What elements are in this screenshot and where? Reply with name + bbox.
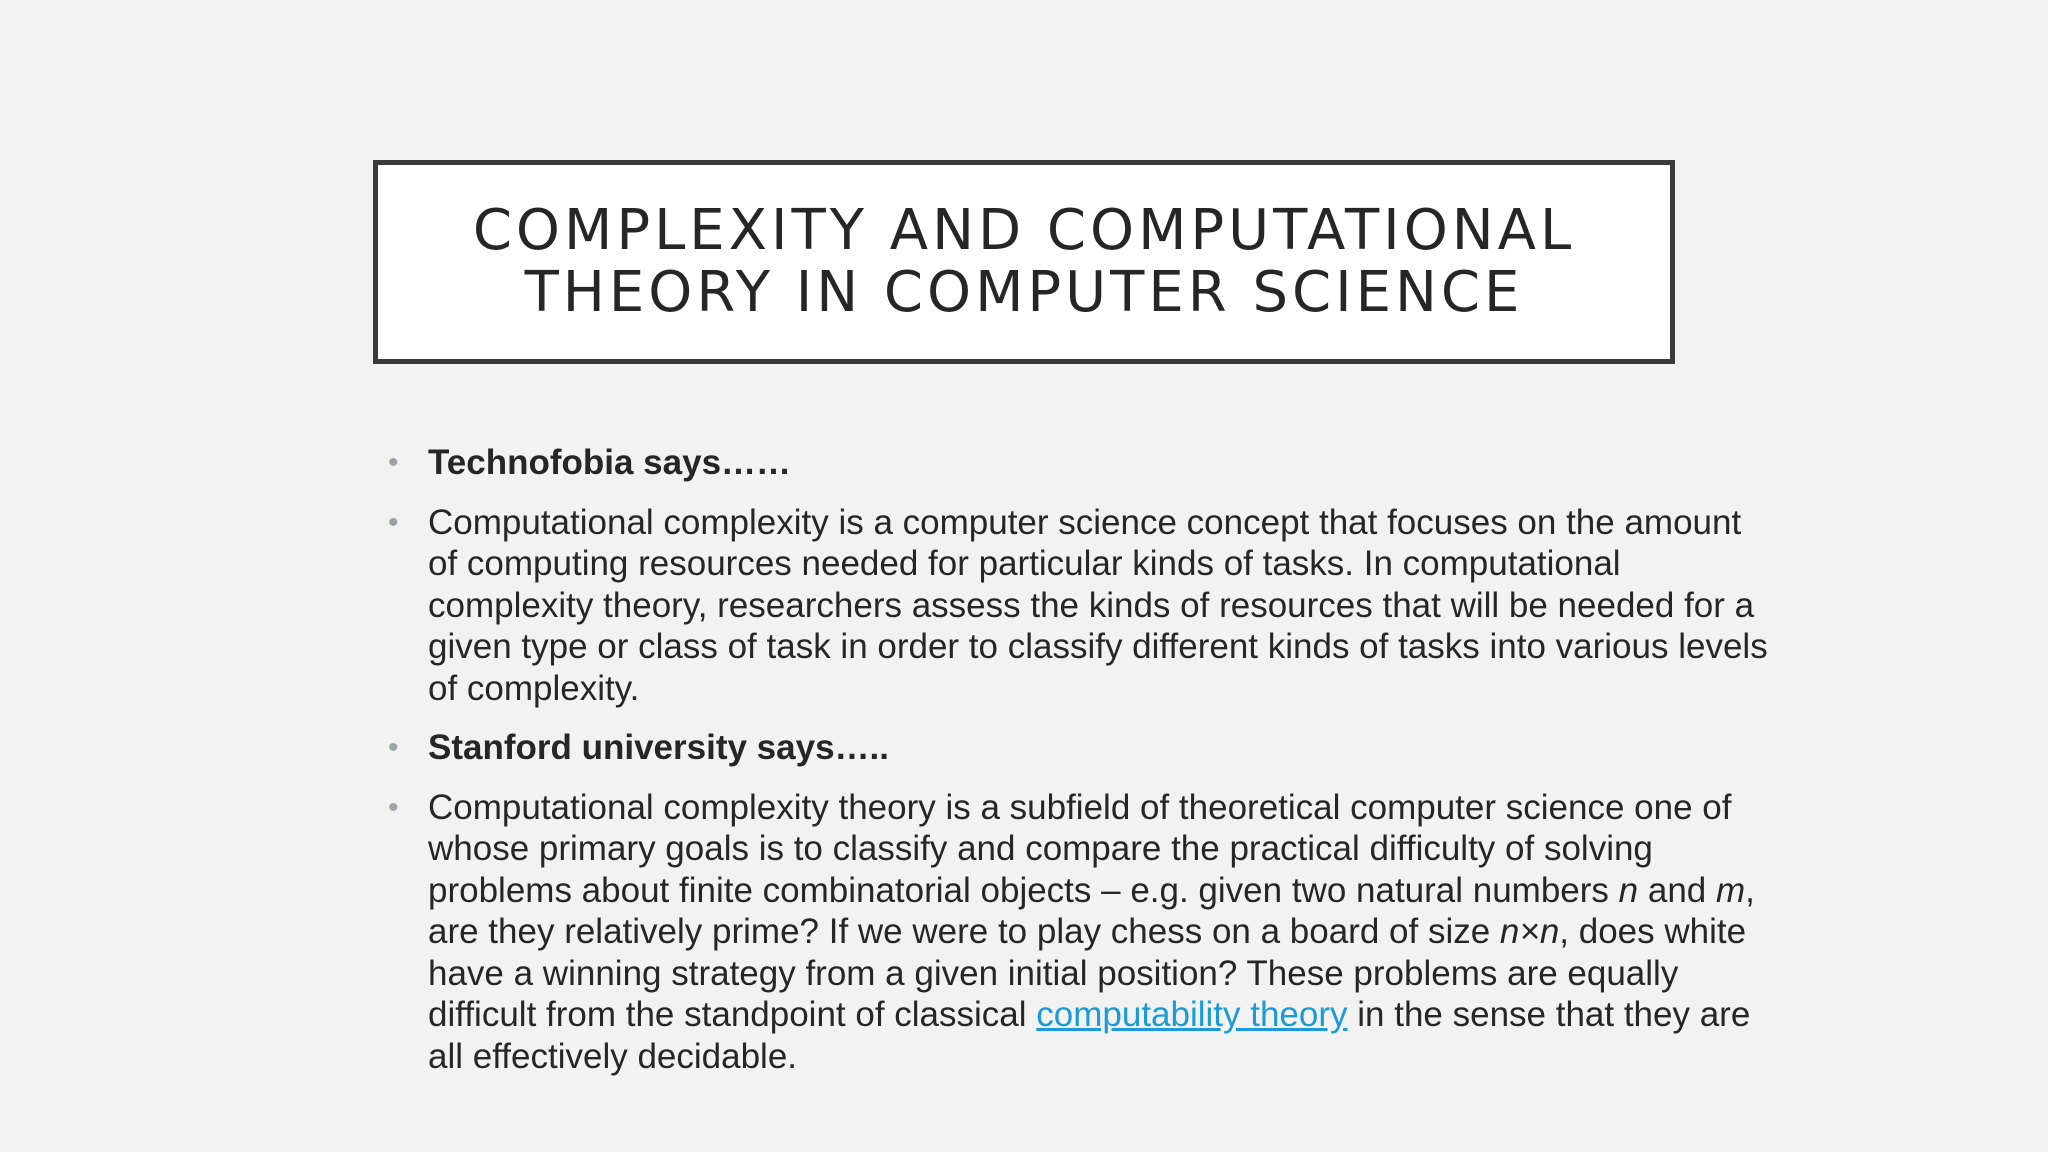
slide-title: COMPLEXITY AND COMPUTATIONAL THEORY IN COMPUTER SCIENCE xyxy=(472,198,1576,325)
variable-n: n xyxy=(1618,870,1639,910)
bullet-dot: • xyxy=(388,790,399,824)
bullet-text-stanford: Stanford university says….. xyxy=(428,728,889,767)
variable-m: m xyxy=(1715,870,1746,910)
text-segment: , are they relatively prime? If we were to play chess on a board of size xyxy=(428,870,1755,951)
bullet-text-technofobia: Technofobia says…… xyxy=(428,443,792,482)
computability-theory-link[interactable]: computability theory xyxy=(1036,995,1348,1034)
bullet-item xyxy=(388,787,1768,1078)
bullet-item xyxy=(388,442,1768,484)
bullet-item xyxy=(388,502,1768,710)
variable-nxn: n×n xyxy=(1499,912,1560,951)
text-segment: Computational complexity theory is a subfield of theoretical computer science one of whose primary goals is to classify and compare the practical difficulty of solving problems about finite combinatorial objects – e.g. given two natural numbers xyxy=(428,787,1732,910)
text-segment: and xyxy=(1638,870,1716,910)
text-segment: , does white have a winning strategy from a given initial position? These problems are equally difficult from the standpoint of classical xyxy=(428,912,1747,1034)
bullet-dot: • xyxy=(388,446,399,479)
title-box xyxy=(373,160,1675,364)
bullet-dot: • xyxy=(388,731,399,764)
bullet-dot: • xyxy=(388,505,399,539)
text-segment: in the sense that they are all effectively decidable. xyxy=(428,995,1751,1076)
bullet-list xyxy=(388,442,1768,1095)
bullet-item xyxy=(388,727,1768,769)
bullet-text-stanford-definition xyxy=(428,788,1755,1076)
bullet-text-definition: Computational complexity is a computer science concept that focuses on the amount of computing resources needed for particular kinds of tasks. In computational complexity theory, researchers assess the kinds of resources that will be needed for a given type or class of task in order to classify different kinds of tasks into various levels of complexity. xyxy=(428,502,1768,708)
